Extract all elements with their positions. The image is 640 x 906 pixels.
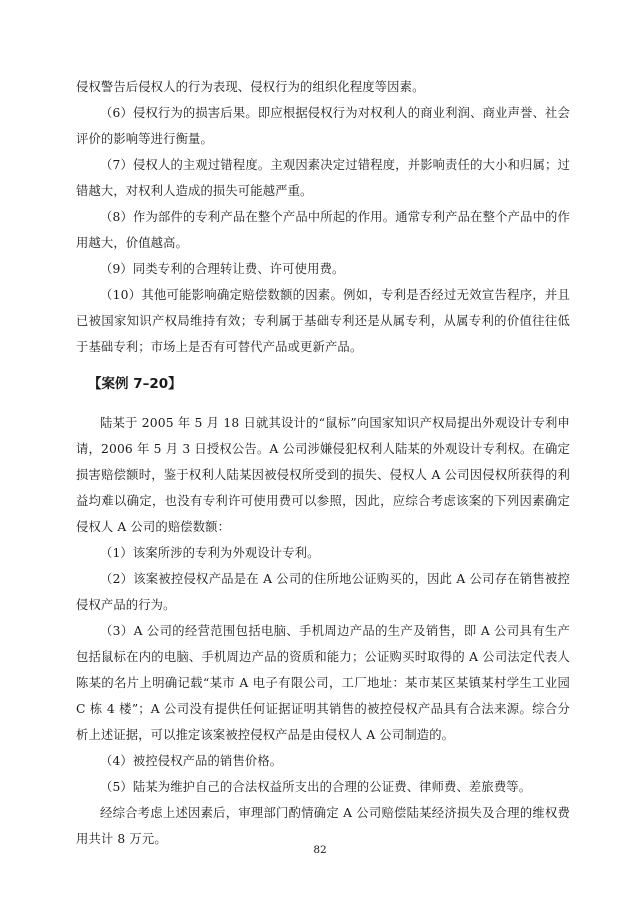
page-number: 82 <box>313 844 327 856</box>
case-factor-2: （2）该案被控侵权产品是在 A 公司的住所地公证购买的，因此 A 公司存在销售被控侵权产品的行为。 <box>76 572 570 612</box>
page-content <box>76 74 570 852</box>
case-factor-3: （3）A 公司的经营范围包括电脑、手机周边产品的生产及销售，即 A 公司具有生产包括鼠标在内的电脑、手机周边产品的资质和能力；公证购买时取得的 A 公司法定代表人陈某的名片上明确记载“某市 A 电子有限公司，工厂地址：某市某区某镇某村学生工业园 C 栋 4 楼”；A 公司没有提供任何证据证明其销售的被控侵权产品具有合法来源。综合分析上述证据，可以推定该案被控侵权产品是由侵权人 A 公司制造的。 <box>76 624 570 742</box>
paragraph-item-6: （6）侵权行为的损害后果。即应根据侵权行为对权利人的商业利润、商业声誉、社会评价的影响等进行衡量。 <box>76 106 570 146</box>
case-factor-1: （1）该案所涉的专利为外观设计专利。 <box>100 546 320 560</box>
case-factor-4: （4）被控侵权产品的销售价格。 <box>100 754 283 768</box>
paragraph-item-7: （7）侵权人的主观过错程度。主观因素决定过错程度，并影响责任的大小和归属；过错越大，对权利人造成的损失可能越严重。 <box>76 158 570 198</box>
paragraph-item-10: （10）其他可能影响确定赔偿数额的因素。例如，专利是否经过无效宣告程序，并且已被国家知识产权局维持有效；专利属于基础专利还是从属专利，从属专利的价值往往低于基础专利；市场上是否有可替代产品或更新产品。 <box>76 288 570 354</box>
paragraph-item-8: （8）作为部件的专利产品在整个产品中所起的作用。通常专利产品在整个产品中的作用越大，价值越高。 <box>76 210 570 250</box>
paragraph-item-9: （9）同类专利的合理转让费、许可使用费。 <box>100 262 345 276</box>
case-factor-5: （5）陆某为维护自己的合法权益所支出的合理的公证费、律师费、差旅费等。 <box>100 780 532 794</box>
paragraph-continuation: 侵权警告后侵权人的行为表现、侵权行为的组织化程度等因素。 <box>76 80 425 94</box>
case-heading: 【案例 7–20】 <box>88 376 182 392</box>
case-intro-paragraph: 陆某于 2005 年 5 月 18 日就其设计的“鼠标”向国家知识产权局提出外观设计专利申请，2006 年 5 月 3 日授权公告。A 公司涉嫌侵犯权利人陆某的外观设计专利权。在确定损害赔偿额时，鉴于权利人陆某因被侵权所受到的损失、侵权人 A 公司因侵权所获得的利益均难以确定，也没有专利许可使用费可以参照，因此，应综合考虑该案的下列因素确定侵权人 A 公司的赔偿数额： <box>76 416 570 534</box>
case-conclusion: 经综合考虑上述因素后，审理部门酌情确定 A 公司赔偿陆某经济损失及合理的维权费用共计 8 万元。 <box>76 806 570 846</box>
